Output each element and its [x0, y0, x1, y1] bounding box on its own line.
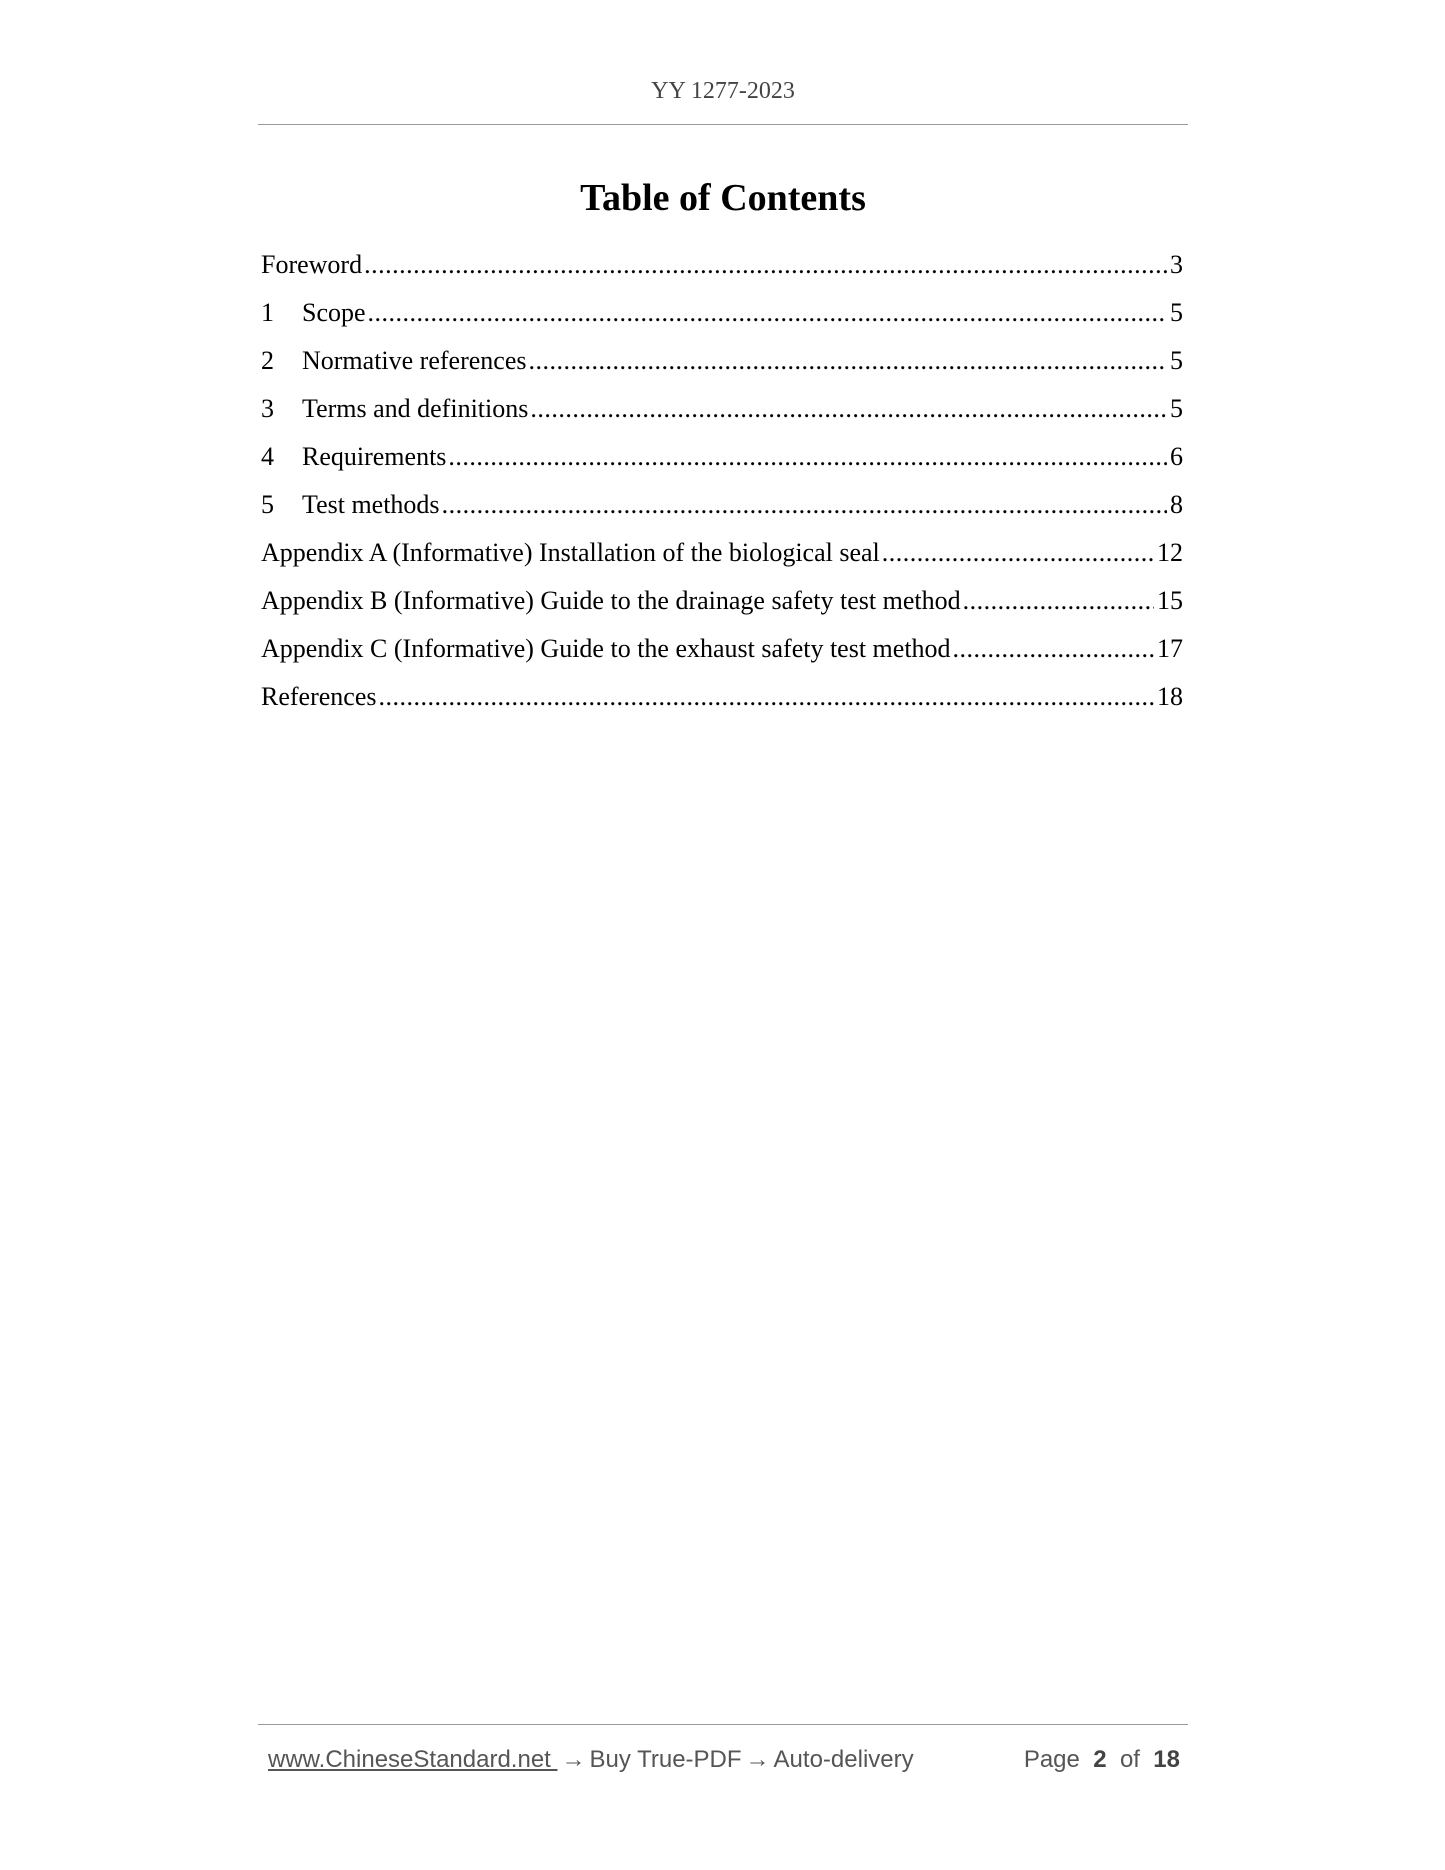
toc-entry-page: 3: [1170, 250, 1183, 279]
toc-entry-label: Terms and definitions: [302, 394, 529, 423]
toc-leader-dots: [448, 440, 1167, 474]
toc-entry-label: Scope: [302, 298, 366, 327]
toc-entry-label: Appendix C (Informative) Guide to the exhaust safety test method: [261, 634, 951, 663]
toc-entry-page: 12: [1157, 538, 1183, 567]
toc-leader-dots: [963, 584, 1154, 618]
toc-entry-page: 5: [1170, 298, 1183, 327]
toc-entry-scope[interactable]: [261, 296, 1183, 344]
toc-leader-dots: [378, 680, 1154, 714]
toc-entry-page: 5: [1170, 346, 1183, 375]
website-link[interactable]: www.ChineseStandard.net: [268, 1746, 558, 1773]
footer-divider: [258, 1724, 1188, 1725]
toc-entry-appendix-c[interactable]: [261, 632, 1183, 680]
page-word: Page: [1023, 1746, 1080, 1773]
right-arrow-icon: →: [561, 1746, 586, 1773]
toc-entry-appendix-a[interactable]: [261, 536, 1183, 584]
toc-entry-requirements[interactable]: [261, 440, 1183, 488]
toc-entry-label: Normative references: [302, 346, 527, 375]
toc-entry-label: Foreword: [261, 250, 363, 279]
toc-entry-references[interactable]: [261, 680, 1183, 728]
header-divider: [258, 124, 1188, 125]
current-page-number: 2: [1093, 1746, 1107, 1773]
toc-entry-page: 6: [1170, 442, 1183, 471]
auto-delivery-text: Auto-delivery: [773, 1746, 914, 1773]
toc-entry-test-methods[interactable]: [261, 488, 1183, 536]
toc-leader-dots: [882, 536, 1154, 570]
toc-leader-dots: [953, 632, 1154, 666]
toc-entry-label: Appendix A (Informative) Installation of the biological seal: [261, 538, 880, 567]
page-number: [1024, 1746, 1180, 1774]
toc-entry-number: 1: [261, 298, 274, 327]
page-footer: [268, 1746, 1180, 1774]
toc-entry-number: 3: [261, 394, 274, 423]
toc-entry-number: 5: [261, 490, 274, 519]
toc-entry-number: 4: [261, 442, 274, 471]
toc-leader-dots: [368, 296, 1167, 330]
toc-entry-page: 18: [1157, 682, 1183, 711]
toc-entry-page: 8: [1170, 490, 1183, 519]
toc-entry-label: Appendix B (Informative) Guide to the drainage safety test method: [261, 586, 961, 615]
toc-entry-foreword[interactable]: [261, 248, 1183, 296]
table-of-contents: [261, 248, 1183, 728]
toc-entry-label: Requirements: [302, 442, 447, 471]
toc-entry-label: References: [261, 682, 377, 711]
buy-pdf-text: Buy True-PDF: [589, 1746, 742, 1773]
toc-entry-terms-and-definitions[interactable]: [261, 392, 1183, 440]
toc-leader-dots: [530, 392, 1167, 426]
document-header-code: YY 1277-2023: [651, 78, 795, 104]
toc-leader-dots: [364, 248, 1167, 282]
toc-entry-page: 17: [1157, 634, 1183, 663]
of-word: of: [1119, 1746, 1140, 1773]
toc-entry-number: 2: [261, 346, 274, 375]
toc-entry-page: 15: [1157, 586, 1183, 615]
toc-entry-appendix-b[interactable]: [261, 584, 1183, 632]
toc-entry-label: Test methods: [302, 490, 440, 519]
toc-entry-page: 5: [1170, 394, 1183, 423]
footer-left: [268, 1746, 914, 1774]
toc-leader-dots: [442, 488, 1167, 522]
total-page-number: 18: [1153, 1746, 1180, 1773]
toc-entry-normative-references[interactable]: [261, 344, 1183, 392]
right-arrow-icon: →: [745, 1746, 770, 1773]
page-title: Table of Contents: [580, 177, 866, 219]
toc-leader-dots: [528, 344, 1167, 378]
